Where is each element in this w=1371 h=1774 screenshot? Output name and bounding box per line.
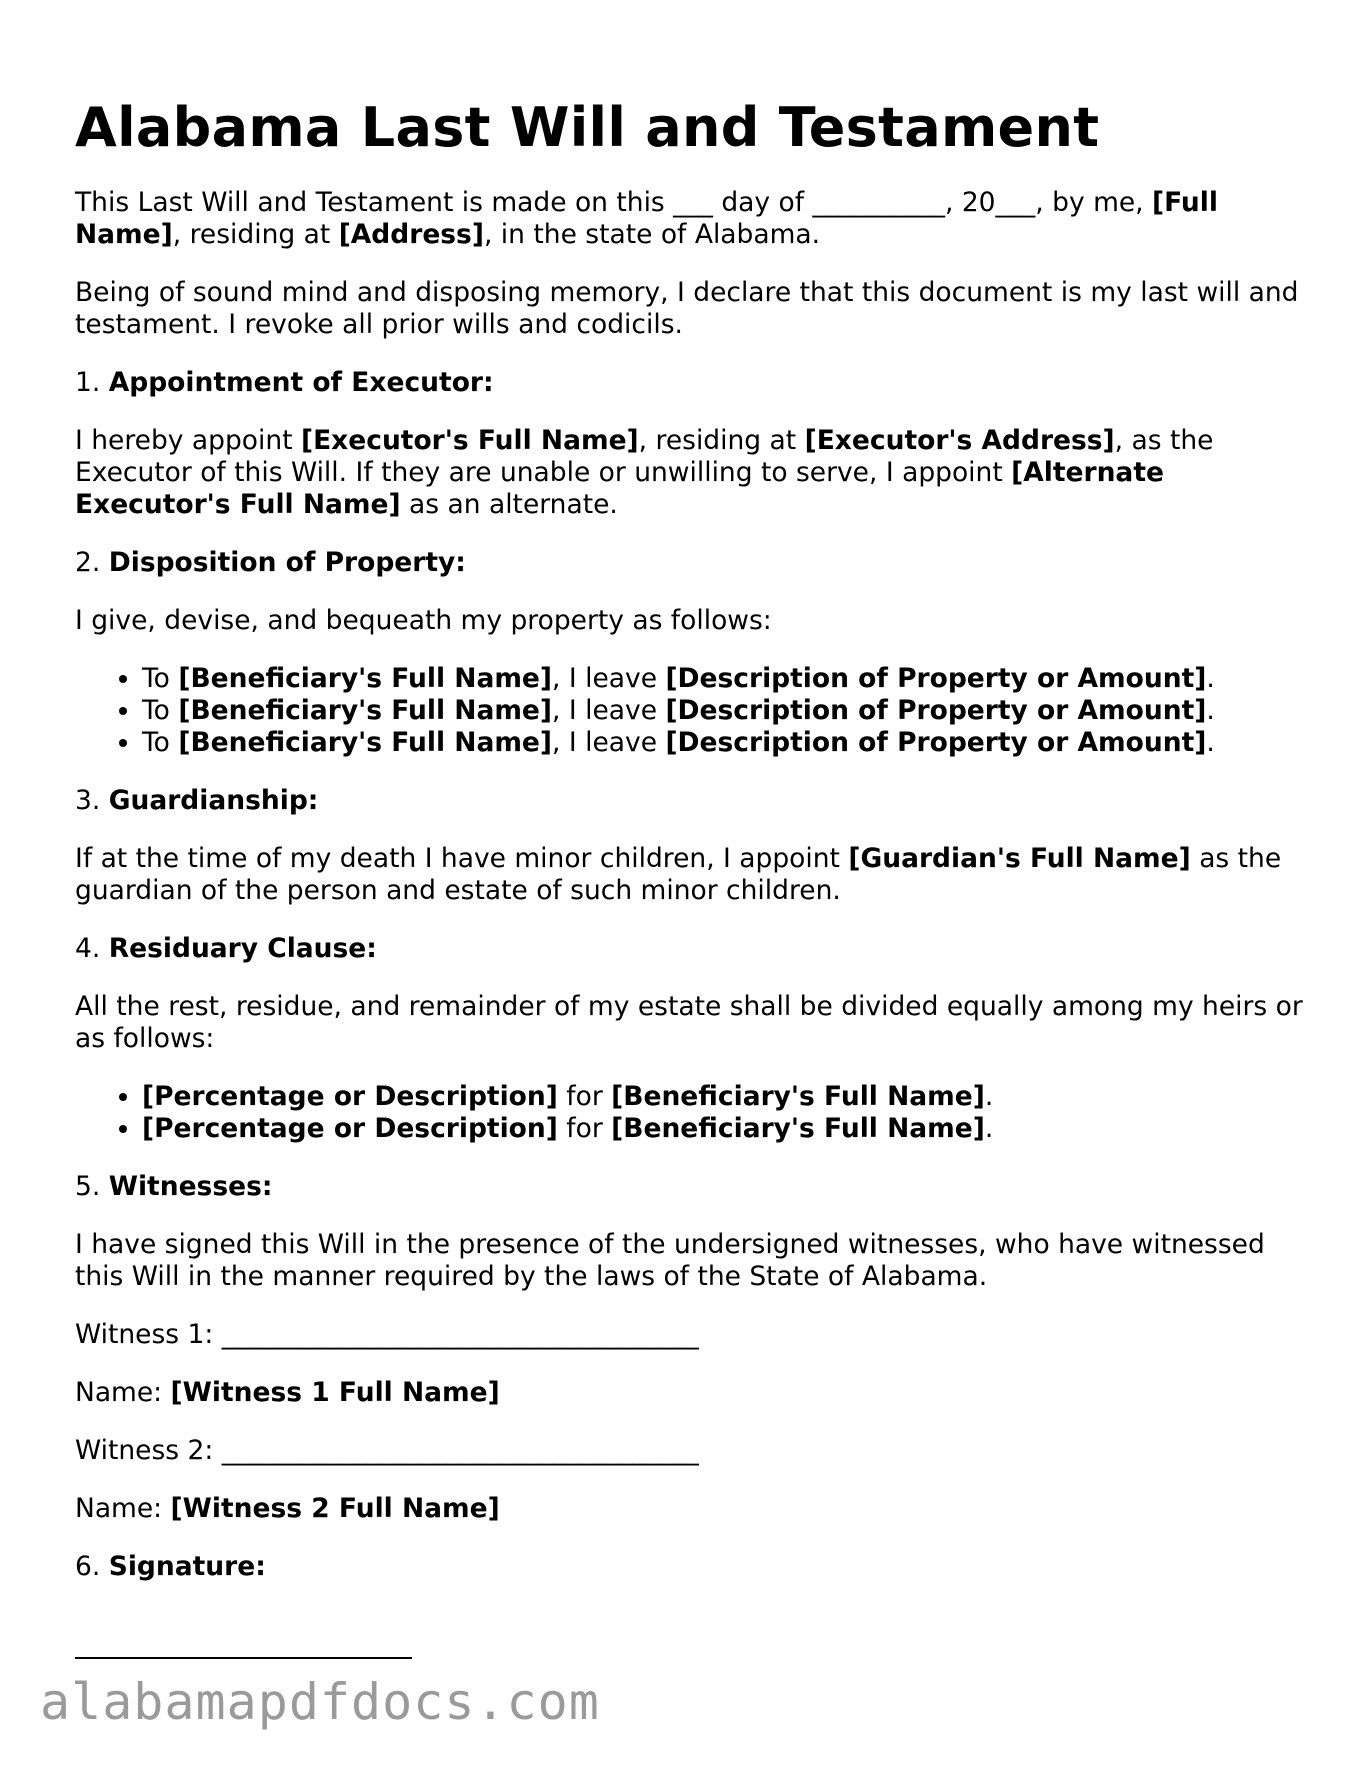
- witness-2-name: [75, 1493, 1305, 1525]
- full-name-placeholder: [Full Name]: [75, 187, 1218, 250]
- percentage-placeholder: [Percentage or Description]: [142, 1081, 558, 1112]
- percentage-placeholder: [Percentage or Description]: [142, 1113, 558, 1144]
- property-placeholder: [Description of Property or Amount]: [665, 727, 1207, 758]
- beneficiary-placeholder: [Beneficiary's Full Name]: [611, 1081, 985, 1112]
- property-placeholder: [Description of Property or Amount]: [665, 695, 1207, 726]
- paragraph-text: , residing at: [638, 425, 805, 456]
- address-placeholder: [Address]: [338, 219, 484, 250]
- witness-2-name-placeholder: [Witness 2 Full Name]: [170, 1493, 500, 1524]
- intro-paragraph-2: Being of sound mind and disposing memory, I declare that this document is my last will and testament. I revoke all prior wills and codicils.: [75, 277, 1299, 340]
- list-text: To: [142, 695, 179, 726]
- list-item: [142, 695, 1305, 727]
- section-heading-property: [75, 547, 1305, 579]
- executor-address-placeholder: [Executor's Address]: [804, 425, 1115, 456]
- document-title: Alabama Last Will and Testament: [75, 96, 1100, 159]
- intro-paragraph-1: [75, 187, 1305, 251]
- section-title: Disposition of Property:: [108, 547, 466, 578]
- witness-2-signature-blank: ____________________________________: [221, 1435, 699, 1466]
- residuary-list: [75, 1081, 1305, 1145]
- paragraph-text: If at the time of my death I have minor children, I appoint: [75, 843, 849, 874]
- list-text: To: [142, 727, 179, 758]
- list-text: for: [557, 1081, 612, 1112]
- list-text: , I leave: [552, 695, 666, 726]
- witness-2-line: [75, 1435, 1305, 1467]
- paragraph-text: , as the Executor of this Will. If they are unable or unwilling to serve, I appoint: [75, 425, 1214, 488]
- witness-1-name: [75, 1377, 1305, 1409]
- property-placeholder: [Description of Property or Amount]: [665, 663, 1207, 694]
- guardianship-paragraph: [75, 843, 1305, 907]
- executor-paragraph: [75, 425, 1305, 521]
- beneficiary-placeholder: [Beneficiary's Full Name]: [178, 663, 553, 694]
- section-title: Guardianship:: [108, 785, 319, 816]
- beneficiary-placeholder: [Beneficiary's Full Name]: [611, 1113, 985, 1144]
- executor-name-placeholder: [Executor's Full Name]: [300, 425, 639, 456]
- list-text: for: [557, 1113, 612, 1144]
- list-text: , I leave: [552, 727, 666, 758]
- witness-1-line: [75, 1319, 1305, 1351]
- intro-text: , in the state of Alabama.: [483, 219, 821, 250]
- section-heading-witnesses: [75, 1171, 1305, 1203]
- intro-text: This Last Will and Testament is made on this ___ day of __________, 20___, by me,: [75, 187, 1153, 218]
- list-item: [142, 727, 1305, 759]
- list-text: .: [984, 1113, 994, 1144]
- watermark: alabamapdfdocs.com: [40, 1673, 600, 1731]
- beneficiary-placeholder: [Beneficiary's Full Name]: [178, 695, 553, 726]
- list-text: .: [984, 1081, 994, 1112]
- document-page: [75, 92, 1305, 1609]
- alternate-executor-placeholder: [Alternate Executor's Full Name]: [75, 457, 1164, 520]
- section-heading-guardianship: [75, 785, 1305, 817]
- section-number: 6.: [75, 1551, 101, 1582]
- section-heading-executor: [75, 367, 1305, 399]
- list-text: , I leave: [552, 663, 666, 694]
- section-title: Signature:: [108, 1551, 266, 1582]
- paragraph-text: as an alternate.: [400, 489, 618, 520]
- list-item: [142, 663, 1305, 695]
- witnesses-intro: I have signed this Will in the presence of the undersigned witnesses, who have witnessed this Will in the manner required by the laws of the State of Alabama.: [75, 1229, 1265, 1292]
- section-title: Appointment of Executor:: [108, 367, 494, 398]
- witness-label: Witness 1:: [75, 1319, 222, 1350]
- section-heading-signature: [75, 1551, 1305, 1583]
- section-title: Witnesses:: [108, 1171, 273, 1202]
- paragraph-text: I hereby appoint: [75, 425, 301, 456]
- list-item: [142, 1081, 1305, 1113]
- intro-text: , residing at: [172, 219, 339, 250]
- witness-label: Witness 2:: [75, 1435, 222, 1466]
- list-text: .: [1206, 727, 1215, 758]
- witness-1-signature-blank: ____________________________________: [221, 1319, 699, 1350]
- beneficiary-placeholder: [Beneficiary's Full Name]: [178, 727, 553, 758]
- section-title: Residuary Clause:: [108, 933, 377, 964]
- list-text: To: [142, 663, 179, 694]
- name-label: Name:: [75, 1493, 171, 1524]
- property-intro: I give, devise, and bequeath my property as follows:: [75, 605, 772, 636]
- section-number: 2.: [75, 547, 101, 578]
- section-number: 5.: [75, 1171, 101, 1202]
- section-heading-residuary: [75, 933, 1305, 965]
- section-number: 3.: [75, 785, 101, 816]
- list-item: [142, 1113, 1305, 1145]
- guardian-name-placeholder: [Guardian's Full Name]: [848, 843, 1191, 874]
- name-label: Name:: [75, 1377, 171, 1408]
- testator-signature-line: [75, 1657, 412, 1659]
- section-number: 1.: [75, 367, 101, 398]
- property-list: [75, 663, 1305, 759]
- paragraph-text: as the guardian of the person and estate of such minor children.: [75, 843, 1282, 906]
- residuary-intro: All the rest, residue, and remainder of my estate shall be divided equally among my heirs or as follows:: [75, 991, 1303, 1054]
- list-text: .: [1206, 695, 1215, 726]
- list-text: .: [1206, 663, 1215, 694]
- section-number: 4.: [75, 933, 101, 964]
- witness-1-name-placeholder: [Witness 1 Full Name]: [170, 1377, 500, 1408]
